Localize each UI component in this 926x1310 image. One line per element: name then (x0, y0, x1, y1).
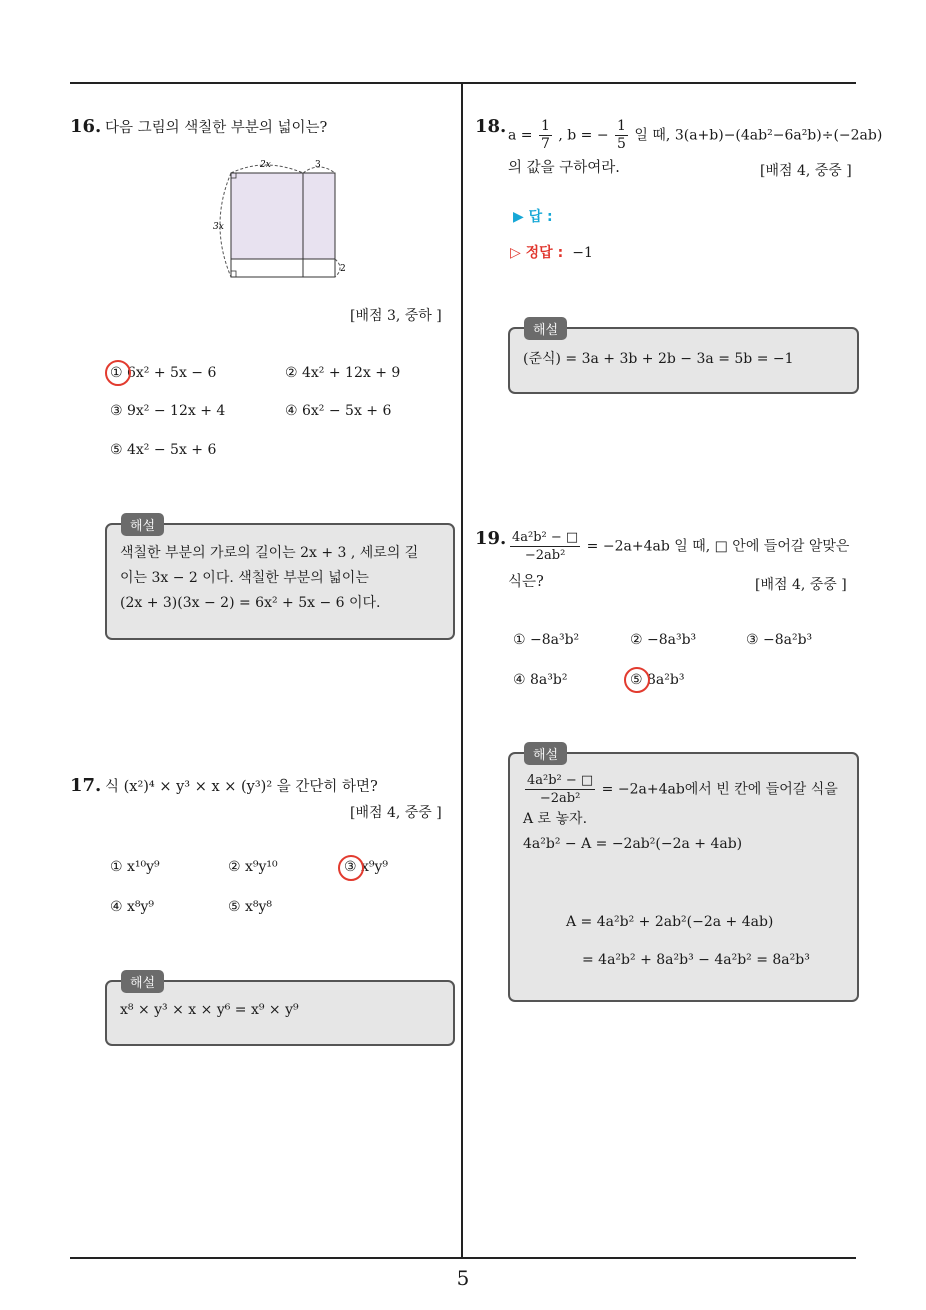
q16-number: 16. (70, 116, 102, 137)
column-divider (461, 82, 463, 1258)
q17-choice-2[interactable]: ② x⁹y¹⁰ (228, 859, 278, 875)
solution-tag: 해설 (524, 742, 567, 765)
q19-text-2: 식은? (508, 574, 544, 590)
solution-tag: 해설 (524, 317, 567, 340)
q19-choice-4[interactable]: ④ 8a³b² (513, 672, 568, 688)
q18-solution-box (508, 323, 859, 394)
q16-sol-line-2: 이는 3x − 2 이다. 색칠한 부분의 넓이는 (120, 570, 369, 586)
q17-score: [배점 4, 중중 ] (350, 805, 442, 821)
q19-number: 19. (475, 528, 507, 549)
q17-choice-5[interactable]: ⑤ x⁸y⁸ (228, 899, 273, 915)
q16-sol-line-3: (2x + 3)(3x − 2) = 6x² + 5x − 6 이다. (120, 595, 381, 611)
q16-choice-4[interactable]: ④ 6x² − 5x + 6 (285, 403, 392, 419)
q16-choice-3[interactable]: ③ 9x² − 12x + 4 (110, 403, 226, 419)
q19-sol-line-3: 4a²b² − A = −2ab²(−2a + 4ab) (523, 836, 743, 852)
page-number: 5 (456, 1266, 470, 1290)
q17-number: 17. (70, 775, 102, 796)
q19-text: $\frac{\text{4a²b² − □}}{\text{−2ab²}}$ = −2a+4ab 일 때, □ 안에 들어갈 알맞은 (512, 530, 850, 563)
unshaded-strip (231, 259, 335, 277)
q18-sol-line: (준식) = 3a + 3b + 2b − 3a = 5b = −1 (523, 351, 794, 367)
q19-sol-line-2: A 로 놓자. (523, 811, 588, 827)
q19-choice-2[interactable]: ② −8a³b³ (630, 632, 697, 648)
q19-choice-3[interactable]: ③ −8a²b³ (746, 632, 813, 648)
q19-sol-line-4: A = 4a²b² + 2ab²(−2a + 4ab) (566, 914, 774, 930)
q16-choice-5[interactable]: ⑤ 4x² − 5x + 6 (110, 442, 217, 458)
q18-text: a = $\frac{1}{7}$ , b = − $\frac{1}{5}$ 일 때, 3(a+b)−(4ab²−6a²b)÷(−2ab) (508, 118, 883, 152)
solution-tag: 해설 (121, 970, 164, 993)
selected-answer-mark (624, 667, 650, 693)
q19-sol-line-1: $\frac{\text{4a²b² − □}}{\text{−2ab²}}$ = −2a+4ab에서 빈 칸에 들어갈 식을 (527, 773, 838, 806)
q17-sol-line: x⁸ × y³ × x × y⁶ = x⁹ × y⁹ (120, 1002, 299, 1018)
label-2: 2 (340, 264, 346, 274)
bottom-rule (70, 1257, 856, 1259)
q19-sol-line-5: = 4a²b² + 8a²b³ − 4a²b² = 8a²b³ (582, 952, 810, 968)
q19-solution-box (508, 748, 859, 1002)
answer-input-label[interactable]: ▶ 답 : (513, 209, 553, 225)
q17-choice-1[interactable]: ① x¹⁰y⁹ (110, 859, 160, 875)
q19-score: [배점 4, 중중 ] (755, 577, 847, 593)
solution-tag: 해설 (121, 513, 164, 536)
top-rule (70, 82, 856, 84)
q17-choice-3[interactable]: ③ x⁹y⁹ (344, 859, 389, 875)
shaded-region-right (303, 173, 335, 259)
q16-figure (205, 155, 355, 280)
q16-text: 다음 그림의 색칠한 부분의 넓이는? (105, 120, 328, 136)
q16-solution-box (105, 519, 455, 640)
q18-number: 18. (475, 116, 507, 137)
q19-choice-5[interactable]: ⑤ 8a²b³ (630, 672, 685, 688)
q17-choice-4[interactable]: ④ x⁸y⁹ (110, 899, 155, 915)
label-3: 3 (315, 160, 321, 170)
shaded-region (231, 173, 303, 259)
q16-sol-line-1: 색칠한 부분의 가로의 길이는 2x + 3 , 세로의 길 (120, 545, 419, 561)
selected-answer-mark (105, 360, 131, 386)
label-2x: 2x (260, 160, 271, 170)
q16-score: [배점 3, 중하 ] (350, 308, 442, 324)
q17-text: 식 (x²)⁴ × y³ × x × (y³)² 을 간단히 하면? (105, 779, 378, 795)
q16-choice-2[interactable]: ② 4x² + 12x + 9 (285, 365, 401, 381)
q17-solution-box (105, 976, 455, 1046)
q18-score: [배점 4, 중중 ] (760, 163, 852, 179)
label-3x: 3x (213, 222, 224, 232)
q18-correct-answer: ▷ 정답 : −1 (510, 245, 593, 261)
q16-choice-1[interactable]: ① 6x² + 5x − 6 (110, 365, 217, 381)
q18-text-2: 의 값을 구하여라. (508, 160, 620, 176)
selected-answer-mark (338, 855, 364, 881)
q19-choice-1[interactable]: ① −8a³b² (513, 632, 580, 648)
